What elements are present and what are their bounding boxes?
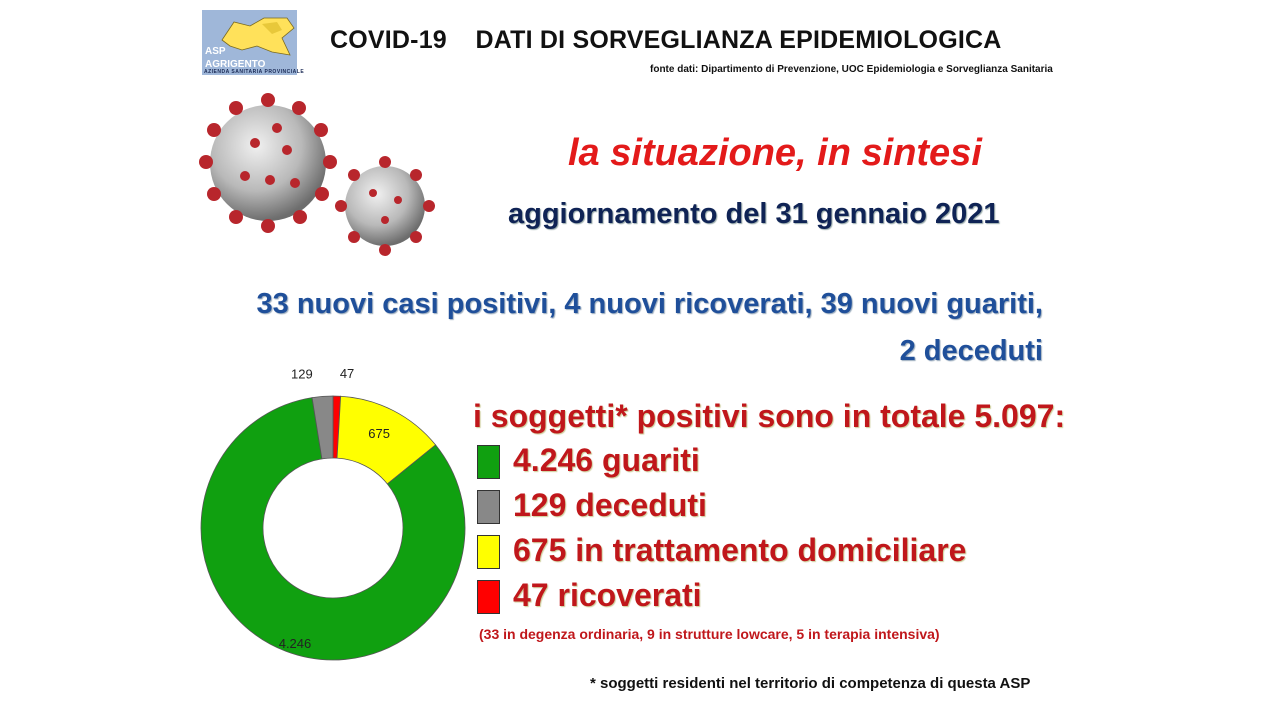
legend-label-ricoverati: 47 ricoverati [513, 577, 702, 613]
virus-small-icon [335, 156, 435, 256]
page-title: COVID-19 DATI DI SORVEGLIANZA EPIDEMIOLOGICA [330, 26, 1002, 54]
footnote: * soggetti residenti nel territorio di competenza di questa ASP [590, 675, 1031, 692]
legend-label-guariti: 4.246 guariti [513, 442, 700, 478]
logo-line3: AZIENDA SANITARIA PROVINCIALE [204, 69, 305, 75]
donut-label-in-trattamento-domiciliare: 675 [368, 426, 390, 442]
donut-chart [195, 368, 475, 698]
donut-label-deceduti: 129 [291, 368, 313, 382]
daily-news-line1: 33 nuovi casi positivi, 4 nuovi ricoverati, 39 nuovi guariti, [256, 288, 1043, 320]
hospitalized-breakdown: (33 in degenza ordinaria, 9 in strutture lowcare, 5 in terapia intensiva) [479, 626, 940, 642]
headline: la situazione, in sintesi [568, 132, 982, 174]
legend-label-deceduti: 129 deceduti [513, 487, 707, 523]
data-source: fonte dati: Dipartimento di Prevenzione, UOC Epidemiologia e Sorveglianza Sanitaria [650, 64, 1053, 75]
logo-line1: ASP [205, 46, 226, 57]
legend-swatch-guariti [477, 445, 500, 479]
total-positive: i soggetti* positivi sono in totale 5.097: [473, 398, 1066, 434]
coronavirus-illustration [195, 88, 440, 268]
logo-line2: AGRIGENTO [205, 59, 266, 70]
legend-swatch-domiciliare [477, 535, 500, 569]
legend-label-domiciliare: 675 in trattamento domiciliare [513, 532, 967, 568]
daily-news-line2: 2 deceduti [899, 335, 1043, 367]
donut-label-guariti: 4.246 [278, 636, 312, 651]
donut-label-ricoverati: 47 [339, 368, 355, 382]
asp-agrigento-logo [202, 10, 305, 75]
virus-large-icon [199, 93, 337, 233]
update-date: aggiornamento del 31 gennaio 2021 [508, 198, 1000, 230]
legend-swatch-deceduti [477, 490, 500, 524]
legend-swatch-ricoverati [477, 580, 500, 614]
